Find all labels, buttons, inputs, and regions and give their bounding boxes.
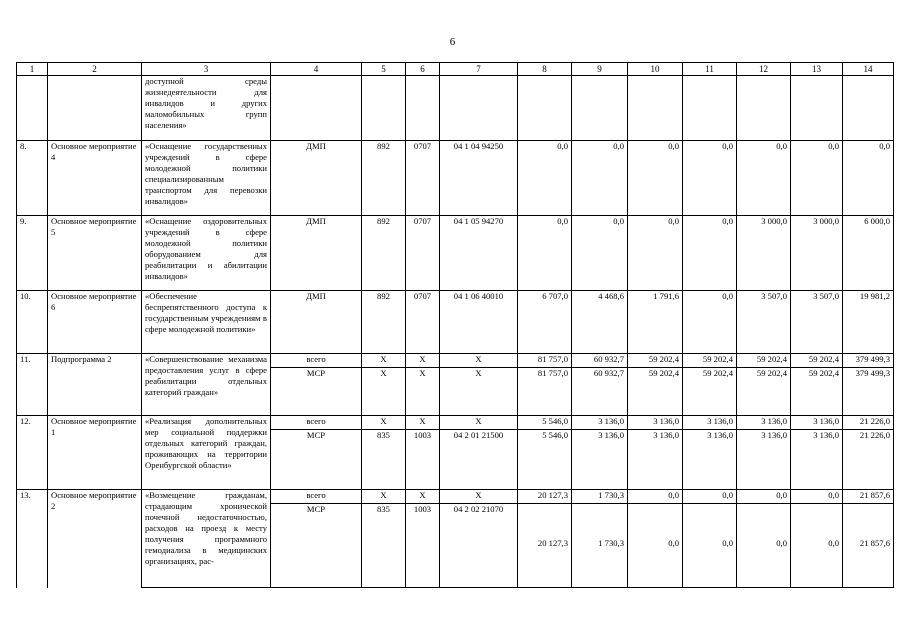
row-value: 1 791,6 <box>628 291 683 354</box>
table-row <box>17 216 894 291</box>
row-grbs: Х <box>362 416 406 430</box>
row-value: 3 136,0 <box>628 416 683 430</box>
row-rzpr: Х <box>406 368 440 416</box>
col-header: 8 <box>518 63 572 76</box>
col-header: 12 <box>737 63 791 76</box>
row-csr: Х <box>440 368 518 416</box>
row-grbs: Х <box>362 354 406 368</box>
row-value: 379 499,3 <box>843 368 894 416</box>
row-csr: 04 1 05 94270 <box>440 216 518 291</box>
row-executor: МСР <box>271 430 362 490</box>
row-value: 0,0 <box>628 490 683 504</box>
row-value: 20 127,3 <box>518 490 572 504</box>
row-value: 21 226,0 <box>843 416 894 430</box>
row-value: 0,0 <box>628 141 683 216</box>
row-type: Основное мероприятие 2 <box>48 490 142 588</box>
row-rzpr: 1003 <box>406 430 440 490</box>
row-value: 3 136,0 <box>791 416 843 430</box>
row-value: 379 499,3 <box>843 354 894 368</box>
row-value: 59 202,4 <box>683 368 737 416</box>
row-grbs: Х <box>362 490 406 504</box>
row-csr: Х <box>440 354 518 368</box>
col-header: 7 <box>440 63 518 76</box>
row-value: 59 202,4 <box>737 368 791 416</box>
row-value: 0,0 <box>628 216 683 291</box>
row-description: «Возмещение гражданам, страдающим хронической почечной недостаточностью, расходов на проезд к месту получения программного гемодиализа в медицинских организациях, рас- <box>142 490 271 588</box>
row-value: 0,0 <box>683 216 737 291</box>
row-value: 21 857,6 <box>859 538 890 548</box>
col-header: 11 <box>683 63 737 76</box>
row-description: «Реализация дополнительных мер социальной поддержки отдельных категорий граждан, проживающих на территории Оренбургской области» <box>142 416 271 490</box>
row-value: 59 202,4 <box>737 354 791 368</box>
row-value: 59 202,4 <box>791 368 843 416</box>
row-value: 81 757,0 <box>518 368 572 416</box>
row-value: 1 730,3 <box>572 490 628 504</box>
row-value: 0,0 <box>518 141 572 216</box>
row-value: 60 932,7 <box>572 354 628 368</box>
row-value: 0,0 <box>791 490 843 504</box>
row-number: 13. <box>17 490 48 588</box>
row-value: 5 546,0 <box>518 430 572 490</box>
row-number: 9. <box>17 216 48 291</box>
table-row <box>17 354 894 368</box>
row-executor: ДМП <box>271 216 362 291</box>
row-csr: 04 1 06 40010 <box>440 291 518 354</box>
row-value: 3 136,0 <box>737 416 791 430</box>
col-header: 13 <box>791 63 843 76</box>
row-value: 3 136,0 <box>572 430 628 490</box>
table-row <box>17 291 894 354</box>
row-value: 3 136,0 <box>683 430 737 490</box>
row-value: 59 202,4 <box>628 354 683 368</box>
row-description: «Оснащение оздоровительных учреждений в сфере молодежной политики оборудованием для реабилитации и абилитации инвалидов» <box>142 216 271 291</box>
row-description: «Обеспечение беспрепятственного доступа к государственным учреждениям в сфере молодежной политики» <box>142 291 271 354</box>
row-grbs: 892 <box>362 141 406 216</box>
row-value: 0,0 <box>572 141 628 216</box>
row-value: 0,0 <box>776 538 787 548</box>
table-row <box>17 490 894 504</box>
row-value: 3 507,0 <box>737 291 791 354</box>
row-number: 12. <box>17 416 48 490</box>
row-rzpr: 0707 <box>406 141 440 216</box>
col-header: 9 <box>572 63 628 76</box>
row-grbs: 892 <box>362 291 406 354</box>
row-type: Основное мероприятие 6 <box>48 291 142 354</box>
row-rzpr: Х <box>406 354 440 368</box>
row-rzpr: 0707 <box>406 216 440 291</box>
row-description: доступной среды жизнедеятельности для инвалидов и других маломобильных групп населения» <box>142 76 271 141</box>
row-value: 0,0 <box>668 538 679 548</box>
row-executor: всего <box>271 490 362 504</box>
col-header: 5 <box>362 63 406 76</box>
table-row <box>17 141 894 216</box>
row-value: 6 707,0 <box>518 291 572 354</box>
row-value: 60 932,7 <box>572 368 628 416</box>
table-row <box>17 416 894 430</box>
row-value: 3 136,0 <box>572 416 628 430</box>
row-rzpr: 1003 <box>406 504 440 588</box>
col-header: 14 <box>843 63 894 76</box>
row-csr: 04 1 04 94250 <box>440 141 518 216</box>
budget-table <box>16 62 894 588</box>
row-rzpr: Х <box>406 416 440 430</box>
row-number: 11. <box>17 354 48 416</box>
row-value: 81 757,0 <box>518 354 572 368</box>
row-grbs: 835 <box>362 430 406 490</box>
row-executor: МСР <box>271 504 362 588</box>
row-value: 0,0 <box>572 216 628 291</box>
row-value: 59 202,4 <box>683 354 737 368</box>
row-value: 0,0 <box>737 490 791 504</box>
col-header: 1 <box>17 63 48 76</box>
col-header: 6 <box>406 63 440 76</box>
row-value: 3 136,0 <box>791 430 843 490</box>
row-value: 0,0 <box>683 141 737 216</box>
row-description: «Оснащение государственных учреждений в сфере молодежной политики специализированным транспортом для перевозки инвалидов» <box>142 141 271 216</box>
row-csr: Х <box>440 490 518 504</box>
col-header: 10 <box>628 63 683 76</box>
row-type: Подпрограмма 2 <box>48 354 142 416</box>
row-csr: 04 2 01 21500 <box>440 430 518 490</box>
col-header: 4 <box>271 63 362 76</box>
row-value: 3 507,0 <box>791 291 843 354</box>
row-value: 59 202,4 <box>791 354 843 368</box>
row-csr: 04 2 02 21070 <box>440 504 518 588</box>
row-value: 21 226,0 <box>843 430 894 490</box>
row-csr: Х <box>440 416 518 430</box>
row-value: 3 000,0 <box>791 216 843 291</box>
row-value: 5 546,0 <box>518 416 572 430</box>
row-value: 0,0 <box>518 216 572 291</box>
header-row <box>17 63 894 76</box>
row-value: 19 981,2 <box>843 291 894 354</box>
table-row <box>17 76 894 141</box>
col-header: 3 <box>142 63 271 76</box>
row-number: 8. <box>17 141 48 216</box>
row-value: 20 127,3 <box>537 538 568 548</box>
row-executor: МСР <box>271 368 362 416</box>
row-grbs: 892 <box>362 216 406 291</box>
row-value: 59 202,4 <box>628 368 683 416</box>
row-executor: ДМП <box>271 291 362 354</box>
row-value: 3 136,0 <box>737 430 791 490</box>
row-value: 21 857,6 <box>843 490 894 504</box>
row-value: 0,0 <box>828 538 839 548</box>
row-grbs: 835 <box>362 504 406 588</box>
row-value: 6 000,0 <box>843 216 894 291</box>
row-rzpr: 0707 <box>406 291 440 354</box>
row-type: Основное мероприятие 4 <box>48 141 142 216</box>
row-value: 0,0 <box>722 538 733 548</box>
row-type: Основное мероприятие 5 <box>48 216 142 291</box>
page-number: 6 <box>449 36 456 48</box>
row-executor: всего <box>271 416 362 430</box>
row-executor: ДМП <box>271 141 362 216</box>
row-value: 0,0 <box>683 291 737 354</box>
row-executor: всего <box>271 354 362 368</box>
row-number: 10. <box>17 291 48 354</box>
row-value: 3 136,0 <box>683 416 737 430</box>
row-value: 3 000,0 <box>737 216 791 291</box>
row-value: 0,0 <box>843 141 894 216</box>
row-rzpr: Х <box>406 490 440 504</box>
row-value: 3 136,0 <box>628 430 683 490</box>
row-description: «Совершенствование механизма предоставления услуг в сфере реабилитации отдельных категорий граждан» <box>142 354 271 416</box>
row-value: 1 730,3 <box>598 538 624 548</box>
row-grbs: Х <box>362 368 406 416</box>
col-header: 2 <box>48 63 142 76</box>
row-value: 0,0 <box>683 490 737 504</box>
row-type: Основное мероприятие 1 <box>48 416 142 490</box>
row-value: 0,0 <box>737 141 791 216</box>
row-value: 4 468,6 <box>572 291 628 354</box>
row-value: 0,0 <box>791 141 843 216</box>
